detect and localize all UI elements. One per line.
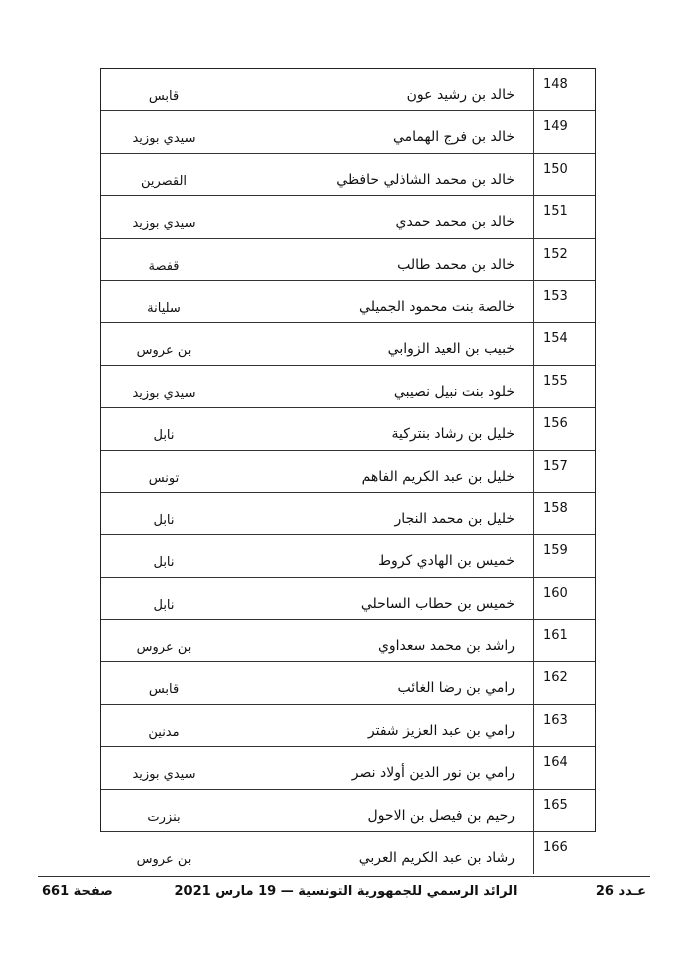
- person-name: خالد بن رشيد عون: [406, 87, 515, 103]
- person-name: رامي بن عبد العزيز شفتر: [367, 722, 515, 739]
- registry-table: [100, 68, 596, 868]
- governorate: القصرين: [140, 173, 188, 189]
- row-number: 151: [543, 204, 568, 220]
- person-name: رشاد بن عبد الكريم العربي: [358, 850, 515, 867]
- governorate: نابل: [153, 428, 175, 444]
- table-row: [101, 578, 595, 620]
- governorate: سيدي بوزيد: [132, 767, 196, 783]
- column-divider: [533, 366, 534, 407]
- column-divider: [533, 408, 534, 449]
- table-row: [101, 239, 595, 281]
- governorate: نابل: [153, 597, 175, 613]
- column-divider: [533, 790, 534, 831]
- footer-divider: [38, 876, 650, 877]
- table-row: [101, 832, 595, 874]
- governorate: نابل: [153, 555, 175, 571]
- person-name: خالد بن محمد حمدي: [395, 214, 515, 231]
- governorate: نابل: [153, 512, 175, 528]
- person-name: خلود بنت نبيل نصيبي: [393, 383, 515, 400]
- row-number: 164: [543, 755, 568, 771]
- table-row: [101, 620, 595, 662]
- row-number: 150: [543, 161, 568, 177]
- governorate: بنزرت: [147, 809, 181, 825]
- person-name: خليل بن محمد النجار: [394, 510, 515, 527]
- column-divider: [533, 196, 534, 237]
- column-divider: [533, 620, 534, 661]
- person-name: خليل بن عبد الكريم الفاهم: [361, 468, 515, 485]
- column-divider: [533, 451, 534, 492]
- governorate: مدنين: [148, 724, 180, 740]
- column-divider: [533, 535, 534, 576]
- table-row: [101, 662, 595, 704]
- row-number: 160: [543, 585, 568, 601]
- table-row: [101, 281, 595, 323]
- row-number: 152: [543, 246, 568, 262]
- governorate: سليانة: [147, 300, 181, 316]
- row-number: 163: [543, 712, 568, 728]
- row-number: 156: [543, 416, 568, 432]
- column-divider: [533, 281, 534, 322]
- person-name: خليل بن رشاد بنتركية: [391, 426, 515, 443]
- row-number: 153: [543, 288, 568, 304]
- table-row: [101, 747, 595, 789]
- person-name: خالد بن محمد الشاذلي حافظي: [336, 171, 515, 188]
- row-number: 162: [543, 670, 568, 686]
- column-divider: [533, 111, 534, 152]
- person-name: رامي بن رضا الغائب: [397, 680, 515, 697]
- column-divider: [533, 747, 534, 788]
- person-name: خميس بن حطاب الساحلي: [360, 595, 515, 612]
- person-name: خالصة بنت محمود الجميلي: [359, 298, 515, 315]
- governorate: تونس: [148, 470, 180, 486]
- person-name: رامي بن نور الدين أولاد نصر: [351, 765, 515, 782]
- column-divider: [533, 493, 534, 534]
- table-row: [101, 451, 595, 493]
- governorate: سيدي بوزيد: [132, 216, 196, 232]
- person-name: رحيم بن فيصل بن الاحول: [367, 807, 515, 824]
- column-divider: [533, 662, 534, 703]
- table-row: [101, 790, 595, 832]
- row-number: 165: [543, 797, 568, 813]
- governorate: قابس: [148, 89, 180, 104]
- table-row: [101, 111, 595, 153]
- person-name: خبيب بن العيد الزوابي: [387, 341, 515, 358]
- table-row: [101, 154, 595, 196]
- row-number: 158: [543, 500, 568, 516]
- column-divider: [533, 832, 534, 874]
- column-divider: [533, 705, 534, 746]
- governorate: سيدي بوزيد: [132, 131, 196, 147]
- row-number: 166: [543, 840, 568, 856]
- person-name: راشد بن محمد سعداوي: [377, 638, 515, 655]
- row-number: 149: [543, 119, 568, 135]
- gazette-title: الرائد الرسمي للجمهورية التونسية — 19 مارس 2021: [174, 884, 518, 899]
- table-row: [101, 196, 595, 238]
- person-name: خالد بن محمد طالب: [397, 256, 515, 273]
- governorate: بن عروس: [136, 640, 192, 656]
- person-name: خالد بن فرج الهمامي: [392, 129, 515, 146]
- column-divider: [533, 578, 534, 619]
- governorate: بن عروس: [136, 852, 192, 868]
- governorate: بن عروس: [136, 343, 192, 359]
- column-divider: [533, 154, 534, 195]
- row-number: 154: [543, 331, 568, 347]
- page-number: صفحة 661: [42, 884, 113, 899]
- column-divider: [533, 69, 534, 110]
- row-number: 157: [543, 458, 568, 474]
- column-divider: [533, 239, 534, 280]
- table-row: [101, 705, 595, 747]
- table-row: [101, 535, 595, 577]
- table-row: [101, 366, 595, 408]
- governorate: سيدي بوزيد: [132, 385, 196, 401]
- governorate: قفصة: [148, 258, 180, 274]
- table-row: [101, 408, 595, 450]
- row-number: 155: [543, 373, 568, 389]
- table-row: [101, 69, 595, 111]
- row-number: 159: [543, 543, 568, 559]
- table-row: [101, 493, 595, 535]
- column-divider: [533, 323, 534, 364]
- row-number: 161: [543, 628, 568, 644]
- governorate: قابس: [148, 682, 180, 698]
- table-row: [101, 323, 595, 365]
- row-number: 148: [543, 77, 568, 92]
- issue-number: عـدد 26: [595, 884, 646, 899]
- person-name: خميس بن الهادي كروط: [378, 553, 515, 570]
